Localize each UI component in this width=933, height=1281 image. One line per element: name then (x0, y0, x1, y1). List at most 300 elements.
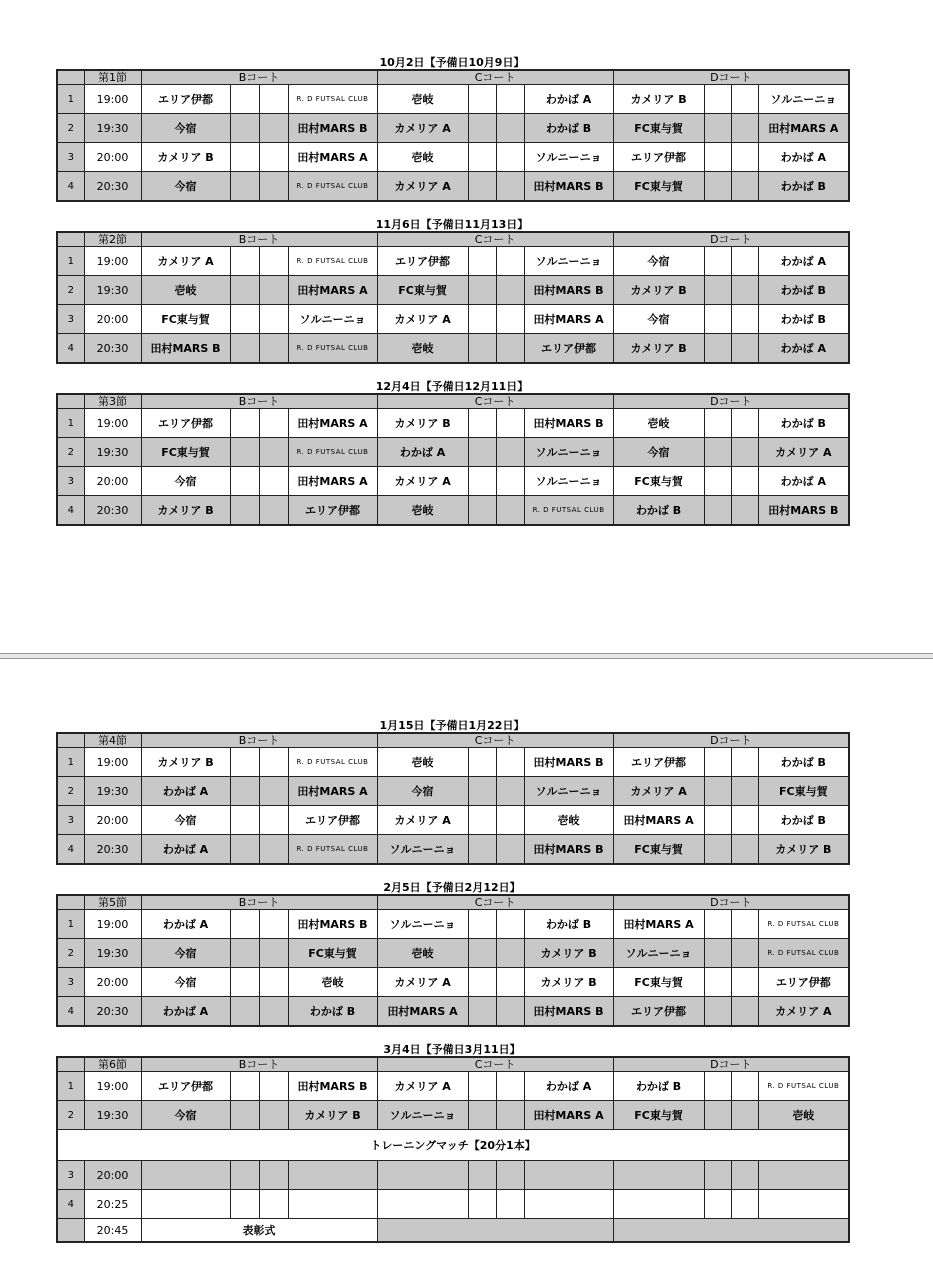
match-time: 20:25 (84, 1190, 141, 1219)
score-cell (496, 939, 524, 968)
match-row (57, 1101, 849, 1130)
match-row (57, 910, 849, 939)
court-d-home-team: カメリア B (613, 276, 704, 305)
court-b-away-team: ソルニーニョ (288, 305, 377, 334)
court-c-home-team: カメリア A (377, 1072, 468, 1101)
round-date: 2月5日【予備日2月12日】 (383, 881, 521, 894)
score-cell (496, 806, 524, 835)
score-cell (704, 1101, 731, 1130)
court-c-away-team: エリア伊都 (524, 334, 613, 364)
match-row (57, 334, 849, 364)
court-b-home-team: エリア伊都 (141, 85, 230, 114)
court-b-away-team: 田村MARS B (288, 114, 377, 143)
court-c-away-team: 田村MARS B (524, 835, 613, 865)
award-empty-cell (377, 1219, 613, 1243)
score-cell (259, 172, 288, 202)
match-row (57, 438, 849, 467)
schedule-table (56, 894, 850, 1027)
match-number: 1 (57, 409, 84, 438)
score-cell (704, 305, 731, 334)
score-cell (496, 438, 524, 467)
court-d-header: Dコート (613, 895, 849, 910)
match-time: 19:30 (84, 114, 141, 143)
court-b-home-team: わかば A (141, 835, 230, 865)
score-cell (259, 1072, 288, 1101)
court-b-home-team: FC東与賀 (141, 305, 230, 334)
court-c-home-team: カメリア B (377, 409, 468, 438)
header-row (57, 733, 849, 748)
score-cell (230, 143, 259, 172)
score-cell (704, 276, 731, 305)
score-cell (230, 835, 259, 865)
court-c-away-team: わかば B (524, 910, 613, 939)
round-label: 第6節 (84, 1057, 141, 1072)
court-d-home-team: 田村MARS A (613, 806, 704, 835)
court-d-away-team: わかば B (758, 748, 849, 777)
score-cell (230, 910, 259, 939)
court-d-home-team: カメリア B (613, 85, 704, 114)
score-cell (496, 997, 524, 1027)
score-cell (259, 496, 288, 526)
score-cell (468, 305, 496, 334)
court-d-header: Dコート (613, 232, 849, 247)
court-d-away-team: カメリア A (758, 438, 849, 467)
match-number: 2 (57, 114, 84, 143)
match-number: 4 (57, 835, 84, 865)
match-time: 19:00 (84, 409, 141, 438)
match-row (57, 114, 849, 143)
match-number: 2 (57, 438, 84, 467)
award-time: 20:45 (84, 1219, 141, 1243)
match-number: 3 (57, 806, 84, 835)
match-row (57, 467, 849, 496)
score-cell (230, 438, 259, 467)
match-row (57, 835, 849, 865)
score-cell (496, 1072, 524, 1101)
score-cell (259, 939, 288, 968)
court-d-home-team: FC東与賀 (613, 835, 704, 865)
court-d-away-team: わかば B (758, 172, 849, 202)
court-b-away-team: R. D FUTSAL CLUB (288, 247, 377, 276)
score-cell (704, 748, 731, 777)
schedule-table (56, 1056, 850, 1243)
match-time: 19:00 (84, 910, 141, 939)
score-cell (496, 409, 524, 438)
score-cell (259, 334, 288, 364)
court-c-home-team: 田村MARS A (377, 997, 468, 1027)
court-d-away-team: わかば B (758, 409, 849, 438)
score-cell (496, 835, 524, 865)
court-b-home-team: FC東与賀 (141, 438, 230, 467)
award-empty-cell (613, 1219, 849, 1243)
round-date: 3月4日【予備日3月11日】 (383, 1043, 521, 1056)
score-cell (731, 172, 758, 202)
empty-cell (704, 1190, 731, 1219)
court-c-away-team: ソルニーニョ (524, 247, 613, 276)
score-cell (731, 334, 758, 364)
court-c-away-team: わかば A (524, 85, 613, 114)
court-c-away-team: ソルニーニョ (524, 438, 613, 467)
score-cell (468, 939, 496, 968)
score-cell (496, 143, 524, 172)
training-match-label: トレーニングマッチ【20分1本】 (57, 1130, 849, 1161)
score-cell (496, 305, 524, 334)
court-c-away-team: 田村MARS A (524, 305, 613, 334)
score-cell (704, 438, 731, 467)
score-cell (731, 467, 758, 496)
empty-cell (468, 1190, 496, 1219)
document-page-2 (0, 658, 933, 1281)
score-cell (731, 1101, 758, 1130)
score-cell (230, 939, 259, 968)
score-cell (230, 968, 259, 997)
score-cell (230, 1072, 259, 1101)
match-time: 19:00 (84, 85, 141, 114)
court-c-home-team: 今宿 (377, 777, 468, 806)
score-cell (230, 496, 259, 526)
training-row (57, 1130, 849, 1161)
header-corner (57, 1057, 84, 1072)
court-d-away-team: カメリア B (758, 835, 849, 865)
court-d-home-team: エリア伊都 (613, 997, 704, 1027)
court-b-away-team: R. D FUTSAL CLUB (288, 438, 377, 467)
score-cell (259, 806, 288, 835)
score-cell (230, 276, 259, 305)
score-cell (496, 968, 524, 997)
court-c-home-team: 壱岐 (377, 334, 468, 364)
header-row (57, 232, 849, 247)
court-b-home-team: 今宿 (141, 467, 230, 496)
match-number: 1 (57, 910, 84, 939)
round-label: 第1節 (84, 70, 141, 85)
court-b-home-team: カメリア B (141, 496, 230, 526)
score-cell (468, 409, 496, 438)
score-cell (259, 467, 288, 496)
score-cell (731, 910, 758, 939)
score-cell (259, 409, 288, 438)
court-c-away-team: 田村MARS B (524, 276, 613, 305)
court-c-away-team: R. D FUTSAL CLUB (524, 496, 613, 526)
match-time: 19:30 (84, 438, 141, 467)
court-d-home-team: 今宿 (613, 247, 704, 276)
court-d-home-team: FC東与賀 (613, 114, 704, 143)
court-c-home-team: カメリア A (377, 114, 468, 143)
score-cell (496, 334, 524, 364)
court-d-home-team: FC東与賀 (613, 968, 704, 997)
court-c-away-team: カメリア B (524, 939, 613, 968)
court-b-header: Bコート (141, 895, 377, 910)
match-number: 4 (57, 334, 84, 364)
court-b-away-team: 田村MARS A (288, 467, 377, 496)
match-time: 20:30 (84, 172, 141, 202)
score-cell (704, 968, 731, 997)
match-number: 3 (57, 968, 84, 997)
score-cell (259, 968, 288, 997)
score-cell (468, 1101, 496, 1130)
court-d-away-team: R. D FUTSAL CLUB (758, 939, 849, 968)
court-c-home-team: カメリア A (377, 305, 468, 334)
match-row (57, 276, 849, 305)
court-d-home-team: エリア伊都 (613, 143, 704, 172)
court-c-home-team: 壱岐 (377, 496, 468, 526)
court-b-home-team: わかば A (141, 910, 230, 939)
round-label: 第4節 (84, 733, 141, 748)
court-b-home-team: 壱岐 (141, 276, 230, 305)
court-b-away-team: エリア伊都 (288, 496, 377, 526)
court-d-away-team: わかば A (758, 143, 849, 172)
court-b-home-team: カメリア B (141, 748, 230, 777)
court-b-home-team: エリア伊都 (141, 1072, 230, 1101)
score-cell (496, 748, 524, 777)
court-b-home-team: カメリア A (141, 247, 230, 276)
court-d-home-team: 壱岐 (613, 409, 704, 438)
court-b-away-team: R. D FUTSAL CLUB (288, 334, 377, 364)
match-time: 20:00 (84, 467, 141, 496)
court-d-away-team: ソルニーニョ (758, 85, 849, 114)
court-d-away-team: エリア伊都 (758, 968, 849, 997)
court-b-away-team: 田村MARS A (288, 777, 377, 806)
match-number: 4 (57, 172, 84, 202)
court-c-home-team: ソルニーニョ (377, 835, 468, 865)
match-number: 2 (57, 1101, 84, 1130)
court-b-away-team: 田村MARS B (288, 910, 377, 939)
court-d-away-team: わかば A (758, 467, 849, 496)
court-b-away-team: R. D FUTSAL CLUB (288, 85, 377, 114)
court-d-home-team: 今宿 (613, 438, 704, 467)
court-d-home-team: わかば B (613, 1072, 704, 1101)
court-d-header: Dコート (613, 394, 849, 409)
award-number-cell (57, 1219, 84, 1243)
court-b-header: Bコート (141, 70, 377, 85)
round-date: 10月2日【予備日10月9日】 (379, 56, 525, 69)
score-cell (259, 143, 288, 172)
court-b-home-team: わかば A (141, 997, 230, 1027)
empty-cell (524, 1161, 613, 1190)
round-date: 1月15日【予備日1月22日】 (379, 719, 525, 732)
court-b-away-team: エリア伊都 (288, 806, 377, 835)
score-cell (468, 777, 496, 806)
match-row (57, 777, 849, 806)
court-d-away-team: R. D FUTSAL CLUB (758, 910, 849, 939)
score-cell (468, 85, 496, 114)
score-cell (259, 748, 288, 777)
score-cell (704, 835, 731, 865)
court-b-away-team: 田村MARS A (288, 276, 377, 305)
score-cell (704, 247, 731, 276)
court-c-away-team: わかば A (524, 1072, 613, 1101)
score-cell (704, 997, 731, 1027)
court-b-home-team: 今宿 (141, 172, 230, 202)
empty-cell (377, 1161, 468, 1190)
court-b-away-team: R. D FUTSAL CLUB (288, 835, 377, 865)
court-c-home-team: ソルニーニョ (377, 1101, 468, 1130)
empty-cell (259, 1190, 288, 1219)
score-cell (731, 997, 758, 1027)
match-number: 1 (57, 748, 84, 777)
court-c-away-team: ソルニーニョ (524, 143, 613, 172)
match-number: 1 (57, 247, 84, 276)
round-label: 第3節 (84, 394, 141, 409)
score-cell (731, 276, 758, 305)
match-row (57, 748, 849, 777)
score-cell (230, 467, 259, 496)
header-corner (57, 232, 84, 247)
score-cell (468, 334, 496, 364)
court-d-away-team: R. D FUTSAL CLUB (758, 1072, 849, 1101)
match-number: 4 (57, 1190, 84, 1219)
match-number: 1 (57, 85, 84, 114)
court-c-home-team: 壱岐 (377, 85, 468, 114)
header-corner (57, 394, 84, 409)
court-b-home-team: 今宿 (141, 939, 230, 968)
match-row (57, 409, 849, 438)
header-corner (57, 70, 84, 85)
score-cell (731, 1072, 758, 1101)
court-c-home-team: カメリア A (377, 968, 468, 997)
match-time: 20:00 (84, 968, 141, 997)
score-cell (259, 305, 288, 334)
court-c-away-team: 田村MARS B (524, 748, 613, 777)
court-c-header: Cコート (377, 1057, 613, 1072)
court-c-away-team: 田村MARS B (524, 997, 613, 1027)
score-cell (731, 305, 758, 334)
match-number: 3 (57, 305, 84, 334)
court-c-home-team: エリア伊都 (377, 247, 468, 276)
empty-cell (758, 1190, 849, 1219)
match-row (57, 247, 849, 276)
schedule-table (56, 732, 850, 865)
court-c-header: Cコート (377, 895, 613, 910)
match-time: 19:30 (84, 1101, 141, 1130)
score-cell (704, 467, 731, 496)
match-row (57, 172, 849, 202)
score-cell (468, 806, 496, 835)
court-d-header: Dコート (613, 1057, 849, 1072)
court-c-away-team: ソルニーニョ (524, 777, 613, 806)
court-c-away-team: ソルニーニョ (524, 467, 613, 496)
match-number: 4 (57, 496, 84, 526)
score-cell (468, 997, 496, 1027)
court-c-home-team: 壱岐 (377, 939, 468, 968)
court-d-header: Dコート (613, 733, 849, 748)
court-c-away-team: 田村MARS B (524, 172, 613, 202)
score-cell (496, 467, 524, 496)
court-b-away-team: 田村MARS A (288, 143, 377, 172)
score-cell (468, 438, 496, 467)
header-row (57, 1057, 849, 1072)
score-cell (468, 172, 496, 202)
score-cell (731, 496, 758, 526)
score-cell (731, 438, 758, 467)
score-cell (704, 1072, 731, 1101)
court-d-away-team: わかば B (758, 305, 849, 334)
court-d-home-team: カメリア B (613, 334, 704, 364)
court-b-header: Bコート (141, 232, 377, 247)
score-cell (496, 114, 524, 143)
empty-cell (468, 1161, 496, 1190)
score-cell (468, 467, 496, 496)
empty-cell (141, 1190, 230, 1219)
score-cell (468, 1072, 496, 1101)
empty-cell (496, 1161, 524, 1190)
score-cell (704, 172, 731, 202)
score-cell (259, 777, 288, 806)
score-cell (496, 172, 524, 202)
schedule-table (56, 231, 850, 364)
header-row (57, 394, 849, 409)
header-row (57, 895, 849, 910)
match-number: 1 (57, 1072, 84, 1101)
court-d-away-team: わかば B (758, 806, 849, 835)
score-cell (230, 114, 259, 143)
court-c-home-team: わかば A (377, 438, 468, 467)
score-cell (731, 968, 758, 997)
court-d-home-team: 田村MARS A (613, 910, 704, 939)
score-cell (496, 85, 524, 114)
empty-cell (496, 1190, 524, 1219)
empty-cell (377, 1190, 468, 1219)
header-corner (57, 733, 84, 748)
score-cell (731, 247, 758, 276)
score-cell (468, 143, 496, 172)
empty-cell (758, 1161, 849, 1190)
court-d-away-team: 田村MARS B (758, 496, 849, 526)
score-cell (468, 276, 496, 305)
score-cell (704, 777, 731, 806)
award-ceremony-label: 表彰式 (141, 1219, 377, 1243)
court-d-home-team: FC東与賀 (613, 1101, 704, 1130)
empty-cell (230, 1161, 259, 1190)
court-b-header: Bコート (141, 394, 377, 409)
court-d-home-team: FC東与賀 (613, 172, 704, 202)
score-cell (496, 496, 524, 526)
match-row (57, 806, 849, 835)
court-b-away-team: 壱岐 (288, 968, 377, 997)
score-cell (230, 334, 259, 364)
score-cell (731, 748, 758, 777)
blank-match-row (57, 1161, 849, 1190)
court-b-home-team: 今宿 (141, 1101, 230, 1130)
court-b-away-team: 田村MARS A (288, 409, 377, 438)
empty-cell (613, 1161, 704, 1190)
match-time: 20:30 (84, 334, 141, 364)
match-time: 19:30 (84, 939, 141, 968)
score-cell (468, 114, 496, 143)
court-d-away-team: わかば A (758, 247, 849, 276)
score-cell (496, 247, 524, 276)
court-d-away-team: わかば A (758, 334, 849, 364)
court-d-away-team: 壱岐 (758, 1101, 849, 1130)
court-b-home-team: エリア伊都 (141, 409, 230, 438)
match-row (57, 496, 849, 526)
score-cell (259, 85, 288, 114)
schedule-table (56, 69, 850, 202)
score-cell (468, 748, 496, 777)
court-b-header: Bコート (141, 1057, 377, 1072)
match-time: 20:30 (84, 496, 141, 526)
score-cell (731, 409, 758, 438)
court-d-away-team: わかば B (758, 276, 849, 305)
court-c-home-team: カメリア A (377, 467, 468, 496)
empty-cell (259, 1161, 288, 1190)
header-corner (57, 895, 84, 910)
score-cell (731, 835, 758, 865)
score-cell (496, 777, 524, 806)
court-c-away-team: 田村MARS A (524, 1101, 613, 1130)
court-c-header: Cコート (377, 733, 613, 748)
match-row (57, 143, 849, 172)
court-d-home-team: ソルニーニョ (613, 939, 704, 968)
